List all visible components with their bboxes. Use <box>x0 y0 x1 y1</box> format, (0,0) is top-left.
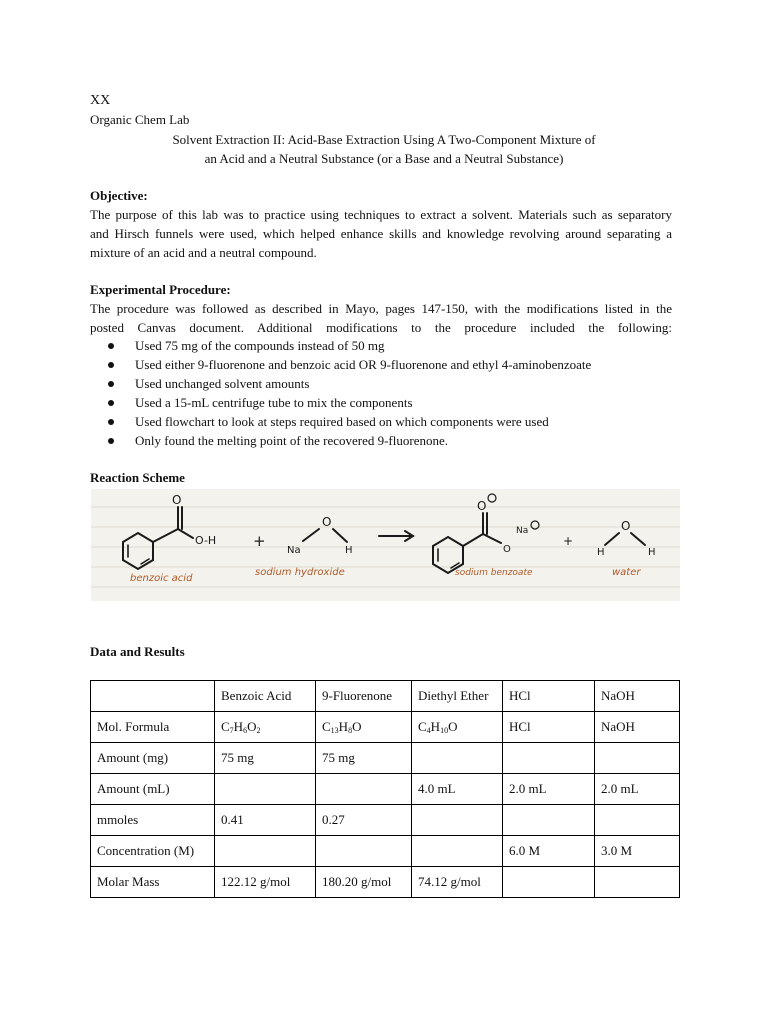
row-label: mmoles <box>91 805 215 836</box>
svg-text:H: H <box>597 547 605 558</box>
list-item: Used a 15-mL centrifuge tube to mix the components <box>108 393 591 412</box>
table-cell: 122.12 g/mol <box>215 867 316 898</box>
table-cell: HCl <box>503 712 595 743</box>
title-line-2: an Acid and a Neutral Substance (or a Base and a Neutral Substance) <box>204 151 564 166</box>
procedure-line-1: The procedure was followed as described in Mayo, pages 147-150, with the modifications listed in the <box>90 301 672 316</box>
column-header: NaOH <box>595 681 680 712</box>
table-cell <box>503 805 595 836</box>
column-header: HCl <box>503 681 595 712</box>
bullet-icon <box>108 438 114 444</box>
table-cell: NaOH <box>595 712 680 743</box>
plus-sign: + <box>253 532 266 550</box>
author-name: XX <box>90 93 111 108</box>
svg-text:O-H: O-H <box>195 534 217 547</box>
list-item: Only found the melting point of the recovered 9-fluorenone. <box>108 431 591 450</box>
table-cell: 2.0 mL <box>503 774 595 805</box>
reaction-scheme-heading: Reaction Scheme <box>90 470 185 485</box>
table-cell: 74.12 g/mol <box>412 867 503 898</box>
procedure-heading: Experimental Procedure: <box>90 282 231 297</box>
row-label: Amount (mL) <box>91 774 215 805</box>
row-label: Molar Mass <box>91 867 215 898</box>
table-cell: $C_{13}H_8O$ <box>316 712 412 743</box>
table-cell: 75 mg <box>316 743 412 774</box>
bullet-icon <box>108 419 114 425</box>
table-cell <box>503 743 595 774</box>
objective-line-2: and Hirsch funnels were used, which helped enhance skills and knowledge revolving around separating a <box>90 226 672 241</box>
svg-text:H: H <box>345 545 353 556</box>
svg-text:H: H <box>648 547 656 558</box>
table-cell: 0.41 <box>215 805 316 836</box>
table-cell: 3.0 M <box>595 836 680 867</box>
column-header: Diethyl Ether <box>412 681 503 712</box>
table-cell <box>595 867 680 898</box>
table-cell: 6.0 M <box>503 836 595 867</box>
svg-text:O: O <box>621 519 631 533</box>
table-cell <box>316 836 412 867</box>
procedure-line-2: posted Canvas document. Additional modifications to the procedure included the following: <box>90 320 672 335</box>
svg-text:Na: Na <box>287 545 301 556</box>
table-cell: 0.27 <box>316 805 412 836</box>
results-table <box>90 680 680 898</box>
table-row <box>91 867 680 898</box>
table-row <box>91 774 680 805</box>
label-water: water <box>612 567 641 578</box>
table-row <box>91 712 680 743</box>
table-row <box>91 805 680 836</box>
svg-text:O: O <box>503 544 511 555</box>
row-label: Amount (mg) <box>91 743 215 774</box>
objective-heading: Objective: <box>90 188 148 203</box>
table-cell <box>595 743 680 774</box>
table-cell: 75 mg <box>215 743 316 774</box>
table-cell <box>316 774 412 805</box>
table-cell <box>91 681 215 712</box>
title-line-1: Solvent Extraction II: Acid-Base Extraction Using A Two-Component Mixture of <box>172 132 596 147</box>
table-cell <box>412 805 503 836</box>
bullet-icon <box>108 362 114 368</box>
table-row <box>91 743 680 774</box>
table-cell <box>503 867 595 898</box>
label-sodium-hydroxide: sodium hydroxide <box>255 567 345 578</box>
objective-line-1: The purpose of this lab was to practice using techniques to extract a solvent. Materials such as separatory <box>90 207 672 222</box>
table-cell: 4.0 mL <box>412 774 503 805</box>
row-label: Mol. Formula <box>91 712 215 743</box>
table-cell <box>215 836 316 867</box>
procedure-bullet-list <box>108 336 591 450</box>
data-results-heading: Data and Results <box>90 644 185 659</box>
column-header: 9-Fluorenone <box>316 681 412 712</box>
label-sodium-benzoate: sodium benzoate <box>455 568 533 578</box>
table-cell: $C_7H_6O_2$ <box>215 712 316 743</box>
svg-text:O: O <box>322 515 332 529</box>
table-row <box>91 836 680 867</box>
svg-text:O: O <box>477 499 487 513</box>
course-name: Organic Chem Lab <box>90 112 190 127</box>
list-item: Used 75 mg of the compounds instead of 50 mg <box>108 336 591 355</box>
plus-sign: + <box>563 534 574 548</box>
table-cell: 180.20 g/mol <box>316 867 412 898</box>
table-cell: $C_4H_{10}O$ <box>412 712 503 743</box>
list-item: Used either 9-fluorenone and benzoic acid OR 9-fluorenone and ethyl 4-aminobenzoate <box>108 355 591 374</box>
row-label: Concentration (M) <box>91 836 215 867</box>
table-cell <box>595 805 680 836</box>
reaction-scheme-image <box>91 489 680 601</box>
table-header-row <box>91 681 680 712</box>
table-cell <box>412 743 503 774</box>
table-cell <box>412 836 503 867</box>
list-item: Used unchanged solvent amounts <box>108 374 591 393</box>
bullet-icon <box>108 343 114 349</box>
column-header: Benzoic Acid <box>215 681 316 712</box>
table-cell: 2.0 mL <box>595 774 680 805</box>
bullet-icon <box>108 381 114 387</box>
list-item: Used flowchart to look at steps required based on which components were used <box>108 412 591 431</box>
objective-line-3: mixture of an acid and a neutral compound. <box>90 245 317 260</box>
svg-text:Na: Na <box>516 526 529 536</box>
table-cell <box>215 774 316 805</box>
label-benzoic-acid: benzoic acid <box>130 573 193 584</box>
bullet-icon <box>108 400 114 406</box>
svg-text:O: O <box>172 493 182 507</box>
